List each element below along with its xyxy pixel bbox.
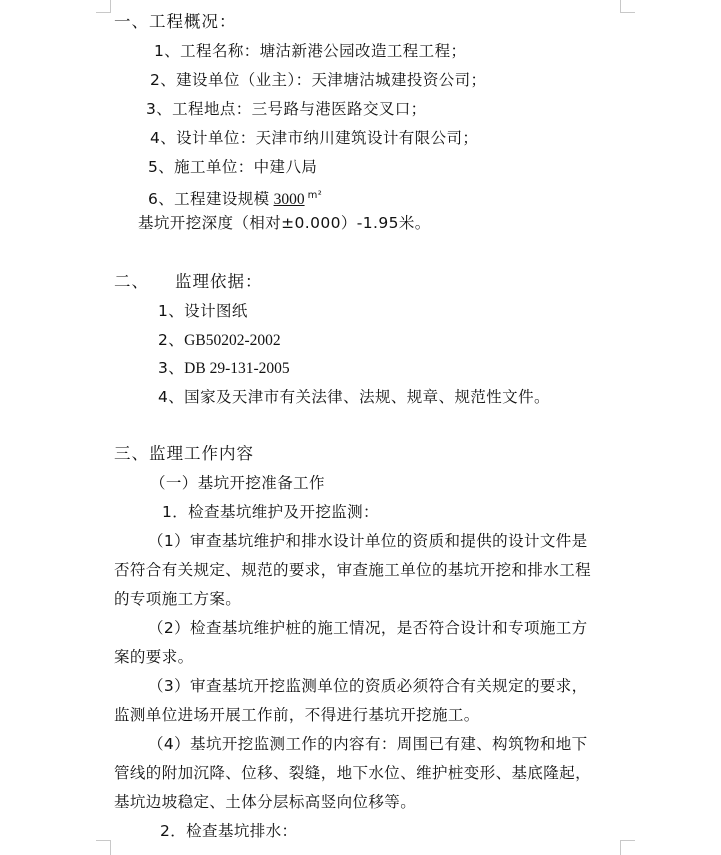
basis-item-text: 国家及天津市有关法律、法规、规章、规范性文件。 [184, 388, 550, 406]
section1-heading: 一、工程概况： [114, 12, 237, 31]
basis-item [158, 330, 281, 351]
basis-item-text: 设计图纸 [184, 302, 248, 320]
basis-item [158, 301, 248, 321]
section2-heading-text: 监理依据： [175, 272, 263, 291]
page-corner-mark [96, 840, 111, 855]
paragraph-line: 否符合有关规定、规范的要求，审查施工单位的基坑开挖和排水工程 [114, 561, 592, 579]
page-corner-mark [96, 0, 111, 13]
section2-heading-number: 二、 [114, 272, 149, 291]
basis-item-number: 1、 [158, 302, 185, 320]
paragraph-line: 管线的附加沉降、位移、裂缝，地下水位、维护桩变形、基底隆起， [114, 764, 592, 782]
paragraph-line: （2）检查基坑维护桩的施工情况，是否符合设计和专项施工方 [148, 619, 588, 637]
excavation-depth-line: 基坑开挖深度（相对±0.000）-1.95米。 [138, 214, 431, 232]
paragraph-line: （4）基坑开挖监测工作的内容有：周围已有建、构筑物和地下 [148, 735, 588, 753]
paragraph-line: （1）审查基坑维护和排水设计单位的资质和提供的设计文件是 [148, 532, 588, 550]
scale-label: 6、工程建设规模 [148, 190, 270, 208]
scale-unit: m² [307, 190, 323, 201]
project-name-line: 1、工程名称：塘沽新港公园改造工程工程； [154, 42, 467, 60]
basis-item-number: 2、 [158, 331, 185, 349]
basis-item-text: DB 29-131-2005 [184, 360, 290, 377]
paragraph-line: （3）审查基坑开挖监测单位的资质必须符合有关规定的要求， [148, 677, 588, 695]
basis-item [158, 358, 290, 379]
page-corner-mark [620, 840, 635, 855]
design-unit-line: 4、设计单位：天津市纳川建筑设计有限公司； [150, 129, 479, 147]
paragraph-line: 案的要求。 [114, 648, 194, 666]
paragraph-line: 监测单位进场开展工作前，不得进行基坑开挖施工。 [114, 706, 480, 724]
section3-heading: 三、监理工作内容 [114, 444, 254, 463]
client-line: 2、建设单位（业主）：天津塘沽城建投资公司； [150, 71, 487, 89]
item-heading: 1．检查基坑维护及开挖监测： [162, 503, 379, 521]
basis-item-text: GB50202-2002 [184, 332, 281, 349]
paragraph-line: 基坑边坡稳定、土体分层标高竖向位移等。 [114, 793, 417, 811]
page-corner-mark [620, 0, 635, 13]
basis-item-number: 3、 [158, 359, 185, 377]
paragraph-line: 的专项施工方案。 [114, 590, 242, 608]
basis-item-number: 4、 [158, 388, 185, 406]
contractor-line: 5、施工单位：中建八局 [148, 158, 318, 176]
section2-heading [114, 272, 263, 292]
scale-value: 3000 [273, 191, 305, 208]
site-location-line: 3、工程地点：三号路与港医路交叉口； [146, 100, 427, 118]
subsection-heading: （一）基坑开挖准备工作 [150, 474, 325, 492]
item-heading: 2．检查基坑排水： [160, 822, 298, 840]
construction-scale-line [148, 186, 322, 210]
basis-item [158, 387, 550, 407]
